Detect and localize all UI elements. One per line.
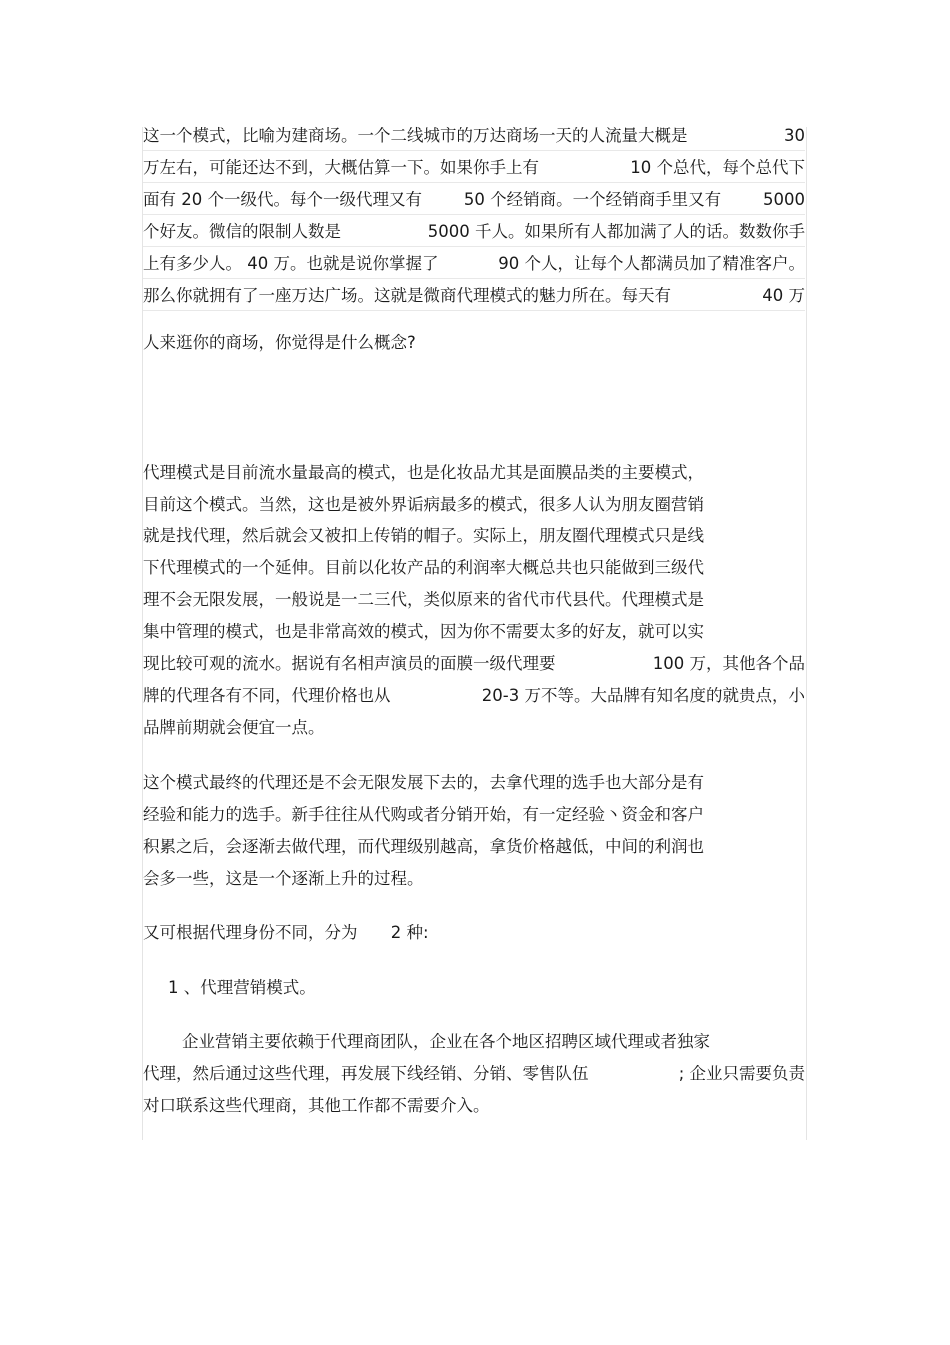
paragraph-line (143, 281, 805, 311)
text-segment: 牌的代理各有不同，代理价格也从 (143, 686, 391, 705)
text-segment: 10 个总代，每个总代下 (630, 158, 805, 177)
paragraph-line (143, 585, 805, 615)
paragraph-line (143, 521, 805, 551)
text-segment: 企业营销主要依赖于代理商团队，企业在各个地区招聘区域代理或者独家 (182, 1032, 710, 1051)
text-segment: 40 万 (762, 286, 805, 305)
text-segment: 20-3 万不等。大品牌有知名度的就贵点，小 (481, 686, 805, 705)
paragraph-line (143, 918, 805, 948)
paragraph-line (143, 185, 805, 215)
paragraph-line (143, 1091, 805, 1121)
text-segment: 5000 (763, 190, 805, 209)
text-segment: ; 企业只需要负责 (678, 1064, 805, 1083)
paragraph-line (143, 490, 805, 520)
paragraph-line (182, 1027, 844, 1057)
paragraph-line: 经验和能力的选手。新手往往从代购或者分销开始，有一定经验丶资金和客户 (143, 805, 704, 824)
text-segment: 这一个模式，比喻为建商场。一个二线城市的万达商场一天的人流量大概是 (143, 126, 688, 145)
text-segment: 对口联系这些代理商，其他工作都不需要介入。 (143, 1096, 490, 1115)
text-segment: 集中管理的模式，也是非常高效的模式，因为你不需要太多的好友，就可以实 (143, 622, 704, 641)
paragraph-line (143, 713, 805, 743)
text-segment: 90 个人，让每个人都满员加了精准客户。 (498, 254, 805, 273)
text-segment: 万左右，可能还达不到，大概估算一下。如果你手上有 (143, 158, 539, 177)
text-segment: 30 (784, 126, 805, 145)
paragraph-line: 人来逛你的商场，你觉得是什么概念? (143, 333, 416, 352)
paragraph-line (143, 153, 805, 183)
text-segment: 现比较可观的流水。据说有名相声演员的面膜一级代理要 (143, 654, 556, 673)
text-segment: 代理模式是目前流水量最高的模式，也是化妆品尤其是面膜品类的主要模式， (143, 463, 704, 482)
paragraph-line: 积累之后，会逐渐去做代理，而代理级别越高，拿货价格越低，中间的利润也 (143, 837, 704, 856)
paragraph-line (143, 553, 805, 583)
text-segment: 下代理模式的一个延伸。目前以化妆产品的利润率大概总共也只能做到三级代 (143, 558, 704, 577)
text-segment: 就是找代理，然后就会又被扣上传销的帽子。实际上，朋友圈代理模式只是线 (143, 526, 704, 545)
text-segment: 面有 20 个一级代。每个一级代理又有 (143, 190, 422, 209)
paragraph-line: 这个模式最终的代理还是不会无限发展下去的，去拿代理的选手也大部分是有 (143, 773, 704, 792)
paragraph-line: 会多一些，这是一个逐渐上升的过程。 (143, 869, 424, 888)
text-segment: 目前这个模式。当然，这也是被外界诟病最多的模式，很多人认为朋友圈营销 (143, 495, 704, 514)
text-segment: 上有多少人。 40 万。也就是说你掌握了 (143, 254, 439, 273)
list-item-title: 1 、代理营销模式。 (168, 978, 316, 997)
text-segment: 5000 千人。如果所有人都加满了人的话。数数你手 (427, 222, 805, 241)
text-segment: 50 个经销商。一个经销商手里又有 (463, 190, 722, 209)
text-segment: 又可根据代理身份不同，分为 (143, 923, 358, 942)
paragraph-line (143, 458, 805, 488)
paragraph-line (143, 121, 805, 151)
paragraph-line (143, 249, 805, 279)
paragraph-line (143, 617, 805, 647)
paragraph-line (143, 217, 805, 247)
paragraph-line (143, 1059, 805, 1089)
text-segment: 理不会无限发展，一般说是一二三代，类似原来的省代市代县代。代理模式是 (143, 590, 704, 609)
text-segment: 代理，然后通过这些代理，再发展下线经销、分销、零售队伍 (143, 1064, 589, 1083)
text-segment: 100 万，其他各个品 (652, 654, 805, 673)
text-segment: 个好友。微信的限制人数是 (143, 222, 341, 241)
text-segment: 2 种: (390, 923, 429, 942)
paragraph-line (143, 681, 805, 711)
paragraph-line (143, 649, 805, 679)
text-segment: 那么你就拥有了一座万达广场。这就是微商代理模式的魅力所在。每天有 (143, 286, 671, 305)
text-segment: 品牌前期就会便宜一点。 (143, 718, 325, 737)
